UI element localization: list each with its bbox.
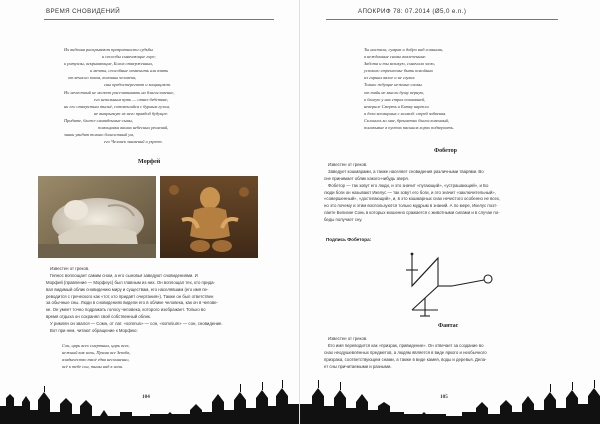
poem-line: сны предостерегают и защищают. [104, 82, 172, 88]
poem-line: его невольным путь — отвел бедствие; [94, 96, 169, 102]
right-running-head: АПОКРИФ 78: 07.2014 (Ø5,0 e.n.) [358, 8, 467, 15]
right-skyline-illustration [300, 376, 600, 424]
poem-line: помощники ваших небесных решений, [98, 125, 169, 131]
poem-line: Придите, блаже сновиденные сыны, [64, 117, 133, 123]
left-skyline-illustration [0, 376, 300, 424]
prose-line: за обычные сны. Люди в сновидениях видели его в облике человека, как он в челове- [46, 300, 218, 306]
poem-line: Их видения раскрывают превратности судьбы [64, 47, 153, 52]
prose-line: «совершенный», «достигающий», и, в это кошмарных снах нечистого особенно не всех, [324, 196, 501, 202]
poem-line: от вечного покоя, кончины человека, [68, 75, 137, 81]
morpheus-sculpture-photo [38, 176, 156, 258]
prose-line: но это почему и этим воспользуются только мудрым в знаний. А по мере, Икелус поэт- [324, 203, 498, 209]
poem-line: не выпрыгнут из него правдой будущее. [94, 110, 169, 116]
phobetor-sigil [392, 246, 502, 318]
right-page [300, 0, 600, 424]
prose-line: лаете Белизне Сонь в которых мошенно сражается с животными силами и в случае по- [324, 210, 500, 216]
morpheus-relief-photo [160, 176, 258, 258]
sculpture-image [38, 176, 156, 258]
section-title-phobetor: Фобетор [434, 148, 457, 154]
poem-line: Сон, царь всех смертных, царь всех, [62, 343, 130, 348]
section-title-morpheus: Морфей [138, 159, 161, 165]
poem-line: неверное Смерть и Битву нарекли [364, 103, 429, 109]
prose-line: Вот при нем, читают обращение к Морфею: [50, 328, 138, 334]
poem-line: и мечты, способные отменить или взять [90, 68, 169, 74]
prose-line: Заведует кошмарами, а также населяет сновидения различными тварями. Во [328, 168, 484, 174]
poem-line: успокою стремленье быть покойных [364, 68, 433, 74]
prose-line: призрака, соответствующем снами, а также в виде камня, воды и деревья. Дела- [324, 356, 487, 362]
poem-line: и ритуалы, вскрывающие, Богов отверженных, [64, 61, 154, 67]
prose-line: люди боги он называют Икелус — так зовут его боги, и это значит «заключительный», [324, 189, 496, 195]
prose-line: Известен от греков. [328, 162, 368, 167]
poem-line: от тайн не мысли душу верную, [364, 89, 425, 95]
prose-line: У римлян он звался — Сомн, от лат. «somnus» — сон, «somnium» — сон, сновидение. [50, 321, 223, 327]
prose-line: ет сны причитаемыми и разными. [324, 363, 392, 369]
prose-line: Фобетор — так зовут его люди, и это значит «пугающий», «устрашающий», и Бо [328, 182, 489, 188]
right-page-number: 105 [440, 394, 448, 400]
poem-line: всё к тебе сон, тьмы над к ночи. [62, 364, 124, 370]
prose-line: время отдыха он сохранял свой собственный облик. [46, 314, 151, 320]
poem-line: Только ждущие нежные сновы [364, 82, 422, 88]
poem-line: Склонись ко мне, бреннетно благословенный, [364, 117, 449, 123]
prose-line: Его имя переводится как «призрак, привидение». Он отвечает за создание во [328, 342, 484, 348]
right-poem [364, 46, 454, 131]
poem-line: и благую у них страх познавшей, [364, 96, 426, 102]
poem-line: из горных вялое и не глухих. [364, 75, 416, 81]
poem-line: владычество твоё едва несомненно, [62, 357, 130, 363]
phobetor-description [324, 162, 500, 224]
left-poem [64, 46, 174, 145]
prose-line: снах неодушевлённых предметов, а людям является в виде яркого и необычного [324, 349, 487, 355]
poem-line: знаки увидит только благостный ум, [64, 132, 134, 138]
poem-line: Но нечестный не может рассчитывать на благословение, [64, 89, 175, 95]
morpheus-description [46, 266, 223, 335]
poem-line: ни его отверстым тыльё, сотовешийся с бурным гулом, [64, 103, 170, 109]
poem-line: нежный как ночь, Прими все Зевоба, [62, 350, 131, 356]
left-page-number: 104 [142, 394, 150, 400]
left-header-rule [44, 19, 274, 20]
poem-line: понизьмые в пустах пасынов хорах подвергать. [364, 125, 454, 131]
phantasos-description [324, 336, 487, 370]
left-running-head: ВРЕМЯ СНОВИДЕНИЙ [46, 8, 121, 15]
prose-line: ке. Он умеет точно подражать голосу человека, которого изображает. Только во [46, 307, 206, 313]
prose-line: Известен от греков. [328, 336, 368, 341]
poem-line: и способы смягчающие горе; [102, 54, 156, 60]
prose-line: сне принимает облик какого-нибудь зверя. [324, 175, 409, 181]
prose-line: реводится с греческого как «тот, кто придаёт очертания»). Также он был ответствен [46, 293, 214, 299]
relief-image [160, 176, 258, 258]
poem-line: в нежданные сновы вовлеченные. [364, 54, 427, 60]
poem-line: Забота и ты великую, смягчила злою, [364, 61, 435, 67]
phobetor-seal-label: Подпись Фобетора: [326, 237, 372, 242]
prose-line: беды получает сну. [324, 217, 363, 223]
morpheus-invocation [62, 342, 130, 370]
poem-line: и дела всемирных с молвой: стрей забвения. [364, 110, 447, 116]
section-title-phantasos: Фантас [438, 323, 459, 329]
poem-line: его Человек знамений и узреет. [104, 139, 163, 145]
poem-line: Ты настала, сумрак и добро над сонными, [364, 47, 444, 52]
prose-line: Морфей (правление — Морфеус) был главным из них. Он воплощал тех, кто прида- [46, 279, 215, 285]
prose-line: Известен от греков. [50, 266, 90, 271]
prose-line: вал видимый облик сновидению миру и существам, его населявшим (его имя пе- [46, 286, 209, 292]
prose-line: Гипнос воплощает самим сном, а его сыновья заведуют сновидениями. И [50, 272, 198, 278]
right-header-rule [326, 19, 558, 20]
